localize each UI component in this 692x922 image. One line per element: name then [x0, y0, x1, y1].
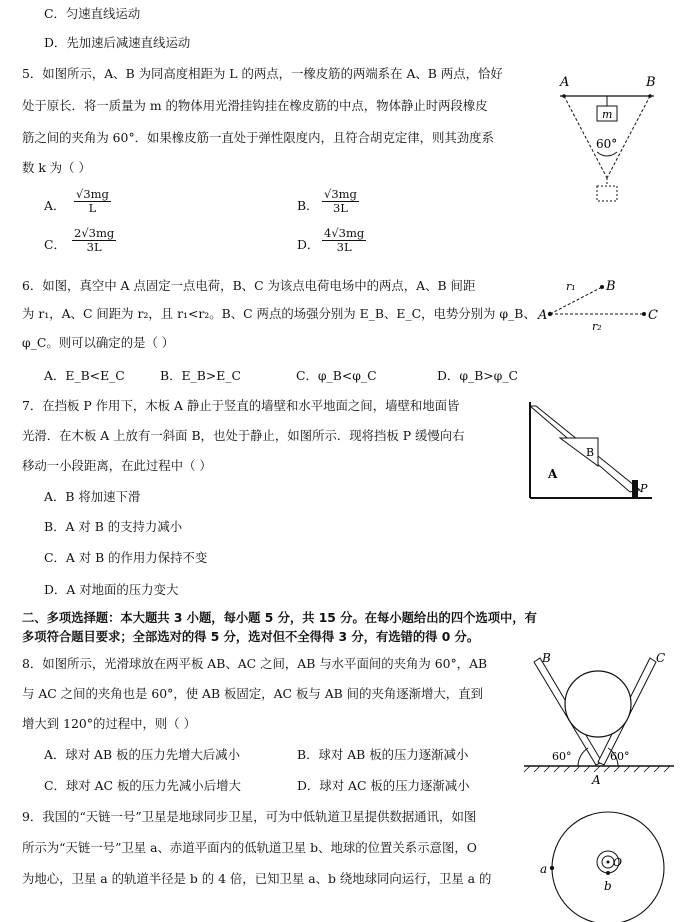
q8-stem-line3: 增大到 120°的过程中，则（ ）: [22, 716, 197, 731]
label-r1: r₁: [566, 280, 576, 293]
q6-option-c: C．φ_B<φ_C: [296, 368, 377, 383]
q8-option-d: D．球对 AC 板的压力逐渐减小: [297, 778, 470, 793]
fraction-numerator: √3mg: [76, 187, 109, 201]
fraction-numerator: √3mg: [324, 187, 357, 201]
q5-option-b-fraction: [322, 188, 359, 215]
label-b: B: [606, 279, 616, 294]
q5-stem-line3: 筋之间的夹角为 60°．如果橡皮筋一直处于弹性限度内，且符合胡克定律，则其劲度系: [22, 130, 494, 145]
q8-option-c: C．球对 AC 板的压力先减小后增大: [44, 778, 241, 793]
q9-stem-line2: 所示为“天链一号”卫星 a、赤道平面内的低轨道卫星 b、地球的位置关系示意图，O: [22, 840, 477, 855]
fraction-denominator: 3L: [86, 240, 102, 254]
label-a: A: [560, 75, 570, 90]
label-c: C: [648, 308, 658, 323]
q7-option-b: B．A 对 B 的支持力减小: [44, 519, 183, 534]
fraction-numerator: 2√3mg: [74, 226, 115, 240]
point-b: [600, 285, 604, 289]
q6-option-d: D．φ_B>φ_C: [437, 368, 519, 383]
label-a: A: [548, 467, 558, 481]
ball: [565, 671, 631, 737]
label-a: A: [538, 308, 548, 323]
fraction-denominator: 3L: [336, 240, 352, 254]
q7-stem-line3: 移动一小段距离，在此过程中（ ）: [22, 458, 212, 473]
r1-dashed-line: [550, 287, 602, 314]
q9-stem-line1: 9．我国的“天链一号”卫星是地球同步卫星，可为中低轨道卫星提供数据通讯，如图: [22, 809, 477, 824]
q8-stem-line1: 8．如图所示，光滑球放在两平板 AB、AC 之间，AB 与水平面间的夹角为 60°，AB: [22, 656, 488, 671]
fraction-denominator: 3L: [332, 201, 348, 215]
q5-option-d-fraction: [322, 227, 366, 254]
q4-option-d: D．先加速后减速直线运动: [44, 35, 191, 50]
label-b: B: [586, 446, 595, 459]
q5-option-b-label: B．: [297, 198, 319, 213]
label-b: B: [542, 651, 551, 665]
label-r2: r₂: [592, 320, 602, 333]
satellite-b: [606, 871, 610, 875]
fraction-numerator: 4√3mg: [324, 226, 365, 240]
point-c: [642, 312, 646, 316]
orbit-a: [552, 812, 664, 922]
mass-block-dashed: [597, 186, 617, 201]
label-angle: 60°: [596, 137, 618, 151]
section2-header-line1: 二、多项选择题：本大题共 3 小题，每小题 5 分，共 15 分。在每小题给出的四个选项中，有: [22, 611, 537, 625]
q8-stem-line2: 与 AC 之间的夹角也是 60°，使 AB 板固定，AC 板与 AB 间的夹角逐渐增大，直到: [22, 686, 483, 701]
q7-option-a: A．B 将加速下滑: [44, 489, 141, 504]
label-b: b: [604, 879, 612, 893]
q6-stem-line2: 为 r₁，A、C 间距为 r₂，且 r₁<r₂。B、C 两点的场强分别为 E_B、E_C，电势分别为 φ_B、: [22, 306, 536, 321]
q4-option-c: C．匀速直线运动: [44, 6, 141, 21]
q5-option-c-fraction: [72, 227, 116, 254]
q8-ball-plates-figure: [520, 648, 680, 790]
q5-stem-line4: 数 k 为（ ）: [22, 160, 91, 175]
q7-option-d: D．A 对地面的压力变大: [44, 582, 179, 597]
stopper-p: [632, 480, 638, 498]
angle-arc-left: [578, 748, 588, 766]
angle-arc: [597, 152, 617, 156]
label-a: A: [592, 773, 601, 787]
q6-stem-line1: 6．如图，真空中 A 点固定一点电荷，B、C 为该点电荷电场中的两点，A、B 间距: [22, 278, 476, 293]
q6-charge-figure: [536, 272, 666, 334]
q7-stem-line2: 光滑．在木板 A 上放有一斜面 B，也处于静止，如图所示．现将挡板 P 缓慢向右: [22, 428, 465, 443]
fraction-denominator: L: [88, 201, 97, 215]
q6-stem-line3: φ_C。则可以确定的是（ ）: [22, 335, 175, 350]
label-c: C: [656, 651, 666, 665]
q9-stem-line3: 为地心，卫星 a 的轨道半径是 b 的 4 倍，已知卫星 a、b 绕地球同向运行，卫星 a 的: [22, 871, 492, 886]
label-a: a: [540, 862, 548, 876]
center-o: [607, 861, 610, 864]
q6-option-b: B．E_B>E_C: [160, 368, 241, 383]
q8-option-b: B．球对 AB 板的压力逐渐减小: [297, 747, 469, 762]
label-angle-right: 60°: [610, 750, 630, 763]
q5-stem-line2: 处于原长．将一质量为 m 的物体用光滑挂钩挂在橡皮筋的中点，物体静止时两段橡皮: [22, 98, 488, 113]
q9-orbit-figure: [534, 810, 674, 922]
q5-option-c-label: C．: [44, 237, 66, 252]
q5-option-a-fraction: [74, 188, 111, 215]
label-p: P: [640, 482, 648, 495]
label-angle-left: 60°: [552, 750, 572, 763]
q7-option-c: C．A 对 B 的作用力保持不变: [44, 550, 208, 565]
q7-board-figure: [526, 398, 656, 502]
q7-stem-line1: 7．在挡板 P 作用下，木板 A 静止于竖直的墙壁和水平地面之间，墙壁和地面皆: [22, 398, 460, 413]
q5-rubber-band-figure: [550, 68, 670, 208]
label-b: B: [646, 75, 656, 90]
q5-stem-line1: 5．如图所示，A、B 为同高度相距为 L 的两点，一橡皮筋的两端系在 A、B 两点，恰好: [22, 66, 503, 81]
q5-option-d-label: D．: [297, 237, 320, 252]
satellite-a: [550, 866, 554, 870]
ground-hatching: [524, 766, 670, 772]
label-m: m: [602, 108, 613, 121]
q8-option-a: A．球对 AB 板的压力先增大后减小: [44, 747, 240, 762]
section2-header-line2: 多项符合题目要求；全部选对的得 5 分，选对但不全得得 3 分，有选错的得 0 分。: [22, 630, 480, 644]
label-o: O: [613, 856, 623, 869]
q6-option-a: A．E_B<E_C: [44, 368, 125, 383]
q5-option-a-label: A．: [44, 198, 66, 213]
